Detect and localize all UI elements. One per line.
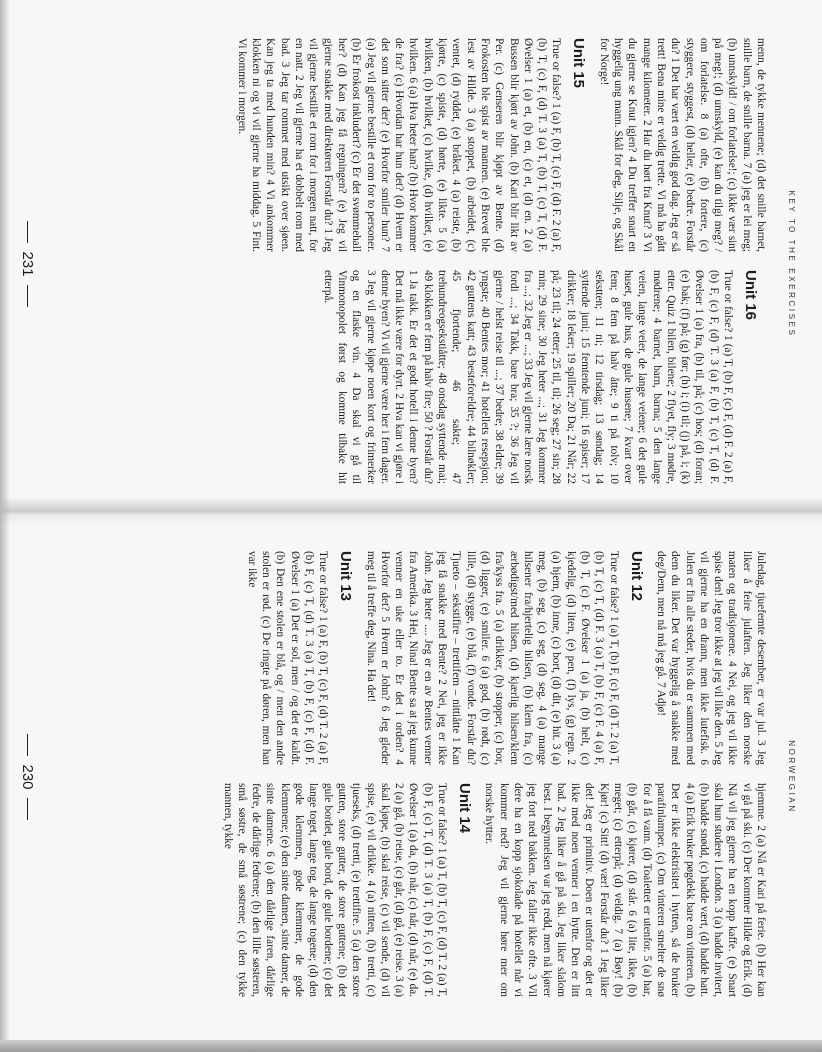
paragraph: Juledag, tjuefemte desember, er var jul. 3 Jeg liker å feire julaften. Jeg liker den norske maten og tradisjonene. 4 Nei, og jeg vil ikke spise den! Jeg tror ikke at jeg vil like den. 5 Jeg vil gjerne ha en drann, men ikke lutefisk. 6 Julen er fin alle steder, hvis du er sammen med dem du liker. Det var hyggelig å snakke med deg/Dem, men nå må jeg gå. 7 Adjø! — [654, 551, 767, 765]
book-page-231 — [10, 24, 800, 504]
unit-heading: Unit 14 — [456, 783, 474, 834]
unit-heading: Unit 15 — [570, 38, 588, 89]
scanner-edge — [0, 1040, 822, 1052]
page-number-text: 231 — [19, 251, 37, 277]
folio-rule — [27, 798, 28, 820]
page-number — [19, 24, 37, 504]
unit-heading: Unit 16 — [742, 270, 759, 321]
unit-heading: Unit 12 — [627, 551, 645, 602]
book-page-230 — [10, 537, 800, 1017]
folio-rule — [27, 285, 28, 307]
running-head: NORWEGIAN — [787, 740, 796, 814]
paragraph: True or false? 1 (a) F, (b) T, (c) F, (d) F. 2 (a) F, (b) T, (c) F, (d) T. 3 (a) T, (b) T, (c) T, (d) F. Øvelser 1 (a) et, (b) en, (c) et, (d) en. 2 (a) Bussen blir kjørt av John. (b) Kari blir likt av Per. (c) Genseren blir kjøpt av Bente. (d) Frokosten ble spist av mannen. (e) Brevet ble lest av Hilde. 3 (a) stoppet, (b) arbeidet, (c) ventet, (d) ryddet, (e) bråket. 4 (a) reiste, (b) kjørte, (c) spiste, (d) hørte, (e) likte. 5 (a) hvilken, (b) hvilket, (c) hvilke, (d) hvilket, (e) hvilken. 6 (a) Hva heter han? (b) Hvor kommer de fra? (c) Hvordan har hun det? (d) Hvem er det som sitter der? (e) Hvorfor smiler hun? 7 (a) Jeg vil gjerne bestille et rom for to personer. (b) Er frokost inkludert? (c) Er det svømmehall her? (d) Kan jeg få regningen? (e) Jeg vil gjerne snakke med direktøren Forstår du? 1 Jeg vil gjerne bestille et rom for i morgen natt, for en natt. 2 Jeg vil gjerne ha et dobbelt rom med bad. 3 Jeg tar rommet med utsikt over sjøen. Kan jeg ta med hunden min? 4 Vi ankommer klokken ni og vi vil gjerne ha middag. 5 Fint. Vi kommer i morgen. — [235, 38, 563, 252]
paragraph: True or false? 1 (a) F, (b) T, (c) F, (d) T. 2 (a) F, (b) F, (c) T, (d) T. 3 (a) T, (b) F, (c) F, (d) F. Øvelser 1 (a) Det er sol, men / og det er kaldt. (b) Den ene stolen er blå, og / men den andre stolen er rød. (c) De ringte på døren, men han var ikke — [245, 551, 330, 765]
paragraph: menn, de tykke mennene; (d) det snille barnet, snille barn, de snille barna. 7 (a) jeg er lei meg; (b) unnskyld! / om forlatelse!; (c) ikke vær sint på meg!; (d) unnskyld, (e) kan du tilgi meg? / om forlatelse. 8 (a) ofte, (b) fortere, (c) styggere, styggest, (d) heller, (e) bedre. Forstår du? 1 Det har vært en veldig god dag. Jeg er så trett! Bena mine er veldig trette. Vi må ha gått mange kilometer. 2 Har du hørt fra Knut? 3 Vi du gjerne se Knut igjen? 4 Du treffer snart en hyggelig ung mann. Skål for deg, Silje, og Skål for Norge! — [597, 38, 767, 252]
text-column-1 — [68, 38, 768, 252]
page-number — [19, 537, 37, 1017]
book-spine-shadow — [0, 497, 822, 527]
paragraph: True or false? 1 (a) T, (b) T, (c) F, (d) T. 2 (a) T, (b) F, (c) T, (d) T. 3 (a) T, (b) F, (c) F, (d) T. Øvelser 1 (a) da, (b) når, (c) når, (d) når, (e) da. 2 (a) gå, (b) reise, (c) går, (d) gå, (e) reise. 3 (a) skal kjøpe, (b) skal reise, (c) vil sende, (d) vil spise, (e) vil drikke. 4 (a) nitten, (b) tretti, (c) tjueseks, (d) tretti, (e) trettifire. 5 (a) den store gutten, store gutter, de store guttene; (b) det gule bordet, gule bord, de gule bordene; (c) det lange toget, lange tog, de lange togene; (d) den gode klemmen, gode klemmer, de gode klemmene; (e) den sinte damen, sinte damer, de sinte damene. 6 (a) den dårlige faren, dårlige fedre, de dårlige fedrene; (b) den lille søsteren, små søstre, de små søstrene; (c) den tykke mannen, tykke — [221, 783, 449, 997]
paragraph: hjemme. 2 (a) Nå er Kari på ferie. (b) Her kan vi gå på ski. (c) Der kommer Hilde og Erik. (d) Nå vil jeg gjerne ha en kopp kaffe. (e) Snart skal hun studere i London. 3 (a) hadde invitert, (b) hadde snødd, (c) hadde vært, (d) hadde hatt. 4 (a) Erik bruker pøgdekk bare om vinteren. (b) Det er ikke elektrisitet i hytten, så de bruker parafinlamper. (c) Om vinteren smelter de snø for å få vann. (d) Toalettet er utenfor. 5 (a) har, (b) går, (c) kjører, (d) står. 6 (a) lite, ikke, (b) meget; (c) etterpå; (d) veldig. 7 (a) Bøy! (b) Kjør! (c) Sitt! (d) vær! Forstår du? 1 Jeg liker det! Jeg er primitiv. Doen er utenfor og det er ikke med noen venner i en hytte. Den er litt bad. 2 Jeg liker å gå på ski. Jeg liker slalom best. I begynnelsen var jeg redd, men nå kjører jeg fort ned bakken. Jeg faller ikke ofte. 3 Vil dere ha en kopp sjokolade på hotellet når vi kommer ned? Jeg vil gjerne høre mer om norske hytter. — [483, 783, 767, 997]
paragraph: True or false? 1 (a) T, (b) F, (c) F, (d) F. 2 (a) F, (b) F, (c) F, (d) T. 3 (a) F, (b) T, (c) T, (d) F. Øvelser 1 (a) fra, (b) til, på; (c) hos; (d) foran; (e) bak; (f) på; (g) før; (h) i; (i) til; (j) på, i; (k) etter. Quiz 1 bilen, bilene; 2 flyet, fly; 3 mødre, mødrene; 4 barnet, barn, barna; 5 den lange veien, lange veier, de lange veiene; 6 det gule huset, gule hus, de gule husene; 7 kvart over fem; 8 fem på halv åtte; 9 ti på tolv; 10 sekstten; 11 ni; 12 tirsdag; 13 søndag; 14 syttende juni; 15 femtende juni; 16 spiser; 17 drikker; 18 leker; 19 spiller; 20 Da; 21 Når; 22 på; 23 til; 24 etter; 25 til, til; 26 seg; 27 sin; 28 min; 29 sine; 30 Jeg heter ...; 31 Jeg kommer fra ...; 32 Jeg er ...; 33 Jeg vil gjerne lære norsk fordi ...; 34 Takk, bare bra; 35 ?; 36 Jeg vil gjerne / helst reise til ...; 37 bedre; 38 eldre; 39 yngste; 40 Bentes mor; 41 hotellets resepsjon; 42 guttens katt; 43 besteforeldre; 44 bilnøkler; 45 fjortende; 46 sakte; 47 trehundreogsekstiåtte; 48 onsdag syttende mai; 49 klokken er fem på halv fire; 50 ? Forstår du? 1 Ja takk. Er det et godt hotell i denne byen? Det må ikke være for dyrt. 2 Hva kan vi gjøre i denne byen? Vi vil gjerne være her i fem dager. 3 Jeg vil gjerne kjøpe noen kort og frimerker og en flaske vin. 4 Da skal vi gå til Vinmonopolet først og komme tilbake hit etterpå. — [321, 270, 734, 484]
text-column-2 — [68, 270, 768, 484]
page-number-text: 230 — [19, 764, 37, 790]
text-column-2 — [68, 783, 768, 997]
page-edge-shadow — [0, 0, 10, 1052]
folio-rule — [27, 734, 28, 756]
folio-rule — [27, 221, 28, 243]
text-column-1 — [68, 551, 768, 765]
paragraph: True or false? 1 (a) T, (b) F, (c) F, (d) T. 2 (a) T, (b) T, (c) T, (d) F. 3 (a) T, (b) F, (c) F. 4 (a) F, (b) T, (c) F. Øvelser 1 (a) ja, (b) helt, (c) kjedelig, (d) liten, (e) pen, (f) lys, (g) regn. 2 (a) hjem, (b) inne, (c) bort, (d) dit, (e) hit. 3 (a) meg, (b) seg, (c) seg, (d) seg. 4 (a) mange hilsener fra/hjertelig hilsen, (b) klem fra, (c) ærbødigst/med hilsen, (d) kjærlig hilsen/klem fra/kyss fra. 5 (a) drikker, (b) stopper, (c) bor, (d) ligger, (e) smiler. 6 (a) god, (b) rødt, (c) lille, (d) stygge, (e) blå, (f) vonde. Forstår du? Tjueto – sekstifire – trettifem – nittiåtte 1 Kan jeg få snakke med Bente? 2 Nei, jeg er ikke John. Jeg heter .... Jeg er en av Bentes venner fra Amerika. 3 Hei, Nina! Bente sa at jeg kunne venner en uke eller to. Er det i orden? 4 Hvorfor det? 5 Hvem er John? 6 Jeg gleder meg til å treffe deg, Nina. Ha det! — [364, 551, 620, 765]
running-head: KEY TO THE EXERCISES — [787, 190, 796, 338]
unit-heading: Unit 13 — [337, 551, 355, 602]
